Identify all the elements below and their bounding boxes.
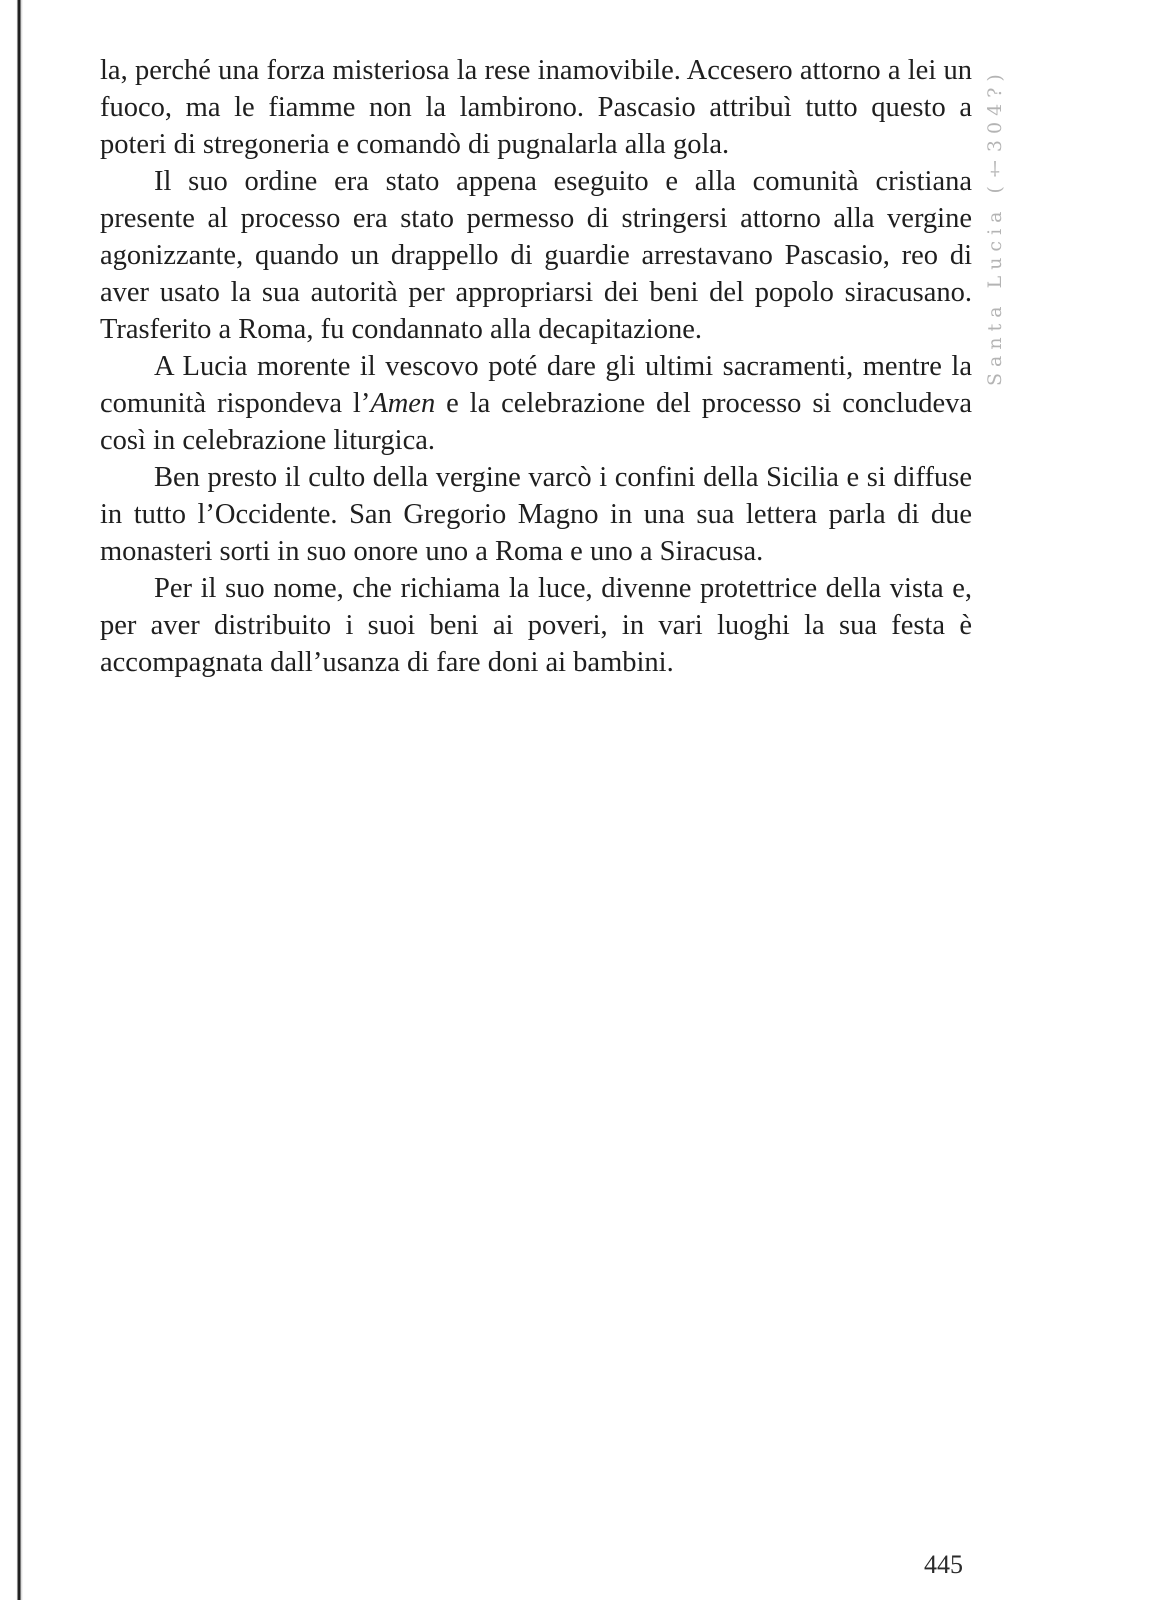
paragraph-text: Ben presto il culto della vergine varcò i confini della Sicilia e si diffuse in tutto l’Occidente. San Gregorio Magno in una sua lettera parla di due monasteri sorti in suo onore uno a Roma e uno a Siracusa. [100, 462, 972, 567]
paragraph-text: la, perché una forza misteriosa la rese inamovibile. Accesero attorno a lei un fuoco, ma le fiamme non la lambirono. Pascasio attribuì tutto questo a poteri di stregoneria e comandò di pugnalarla alla gola. [100, 55, 972, 160]
paragraph-text: Il suo ordine era stato appena eseguito e alla comunità cristiana presente al processo era stato permesso di stringersi attorno alla vergine agonizzante, quando un drappello di guardie arrestavano Pascasio, reo di aver usato la sua autorità per appropriarsi dei beni del popolo siracusano. Trasferito a Roma, fu condannato alla decapitazione. [100, 166, 972, 345]
paragraph [100, 348, 972, 459]
binding-edge [0, 0, 27, 1600]
running-head: Santa Lucia (†304?) [984, 68, 1006, 386]
paragraph [100, 570, 972, 681]
paragraph [100, 459, 972, 570]
italic-text: Amen [370, 388, 436, 419]
body-text [100, 52, 972, 681]
paragraph-text: A Lucia morente il vescovo poté dare gli ultimi sacramenti, mentre la comunità rispondeva l’ [100, 351, 972, 419]
page-number: 445 [924, 1550, 963, 1579]
paragraph [100, 163, 972, 348]
paragraph [100, 52, 972, 163]
paragraph-text: e la celebrazione del processo si concludeva così in celebrazione liturgica. [100, 388, 972, 456]
paragraph-text: Per il suo nome, che richiama la luce, divenne protettrice della vista e, per aver distribuito i suoi beni ai poveri, in vari luoghi la sua festa è accompagnata dall’usanza di fare doni ai bambini. [100, 573, 972, 678]
